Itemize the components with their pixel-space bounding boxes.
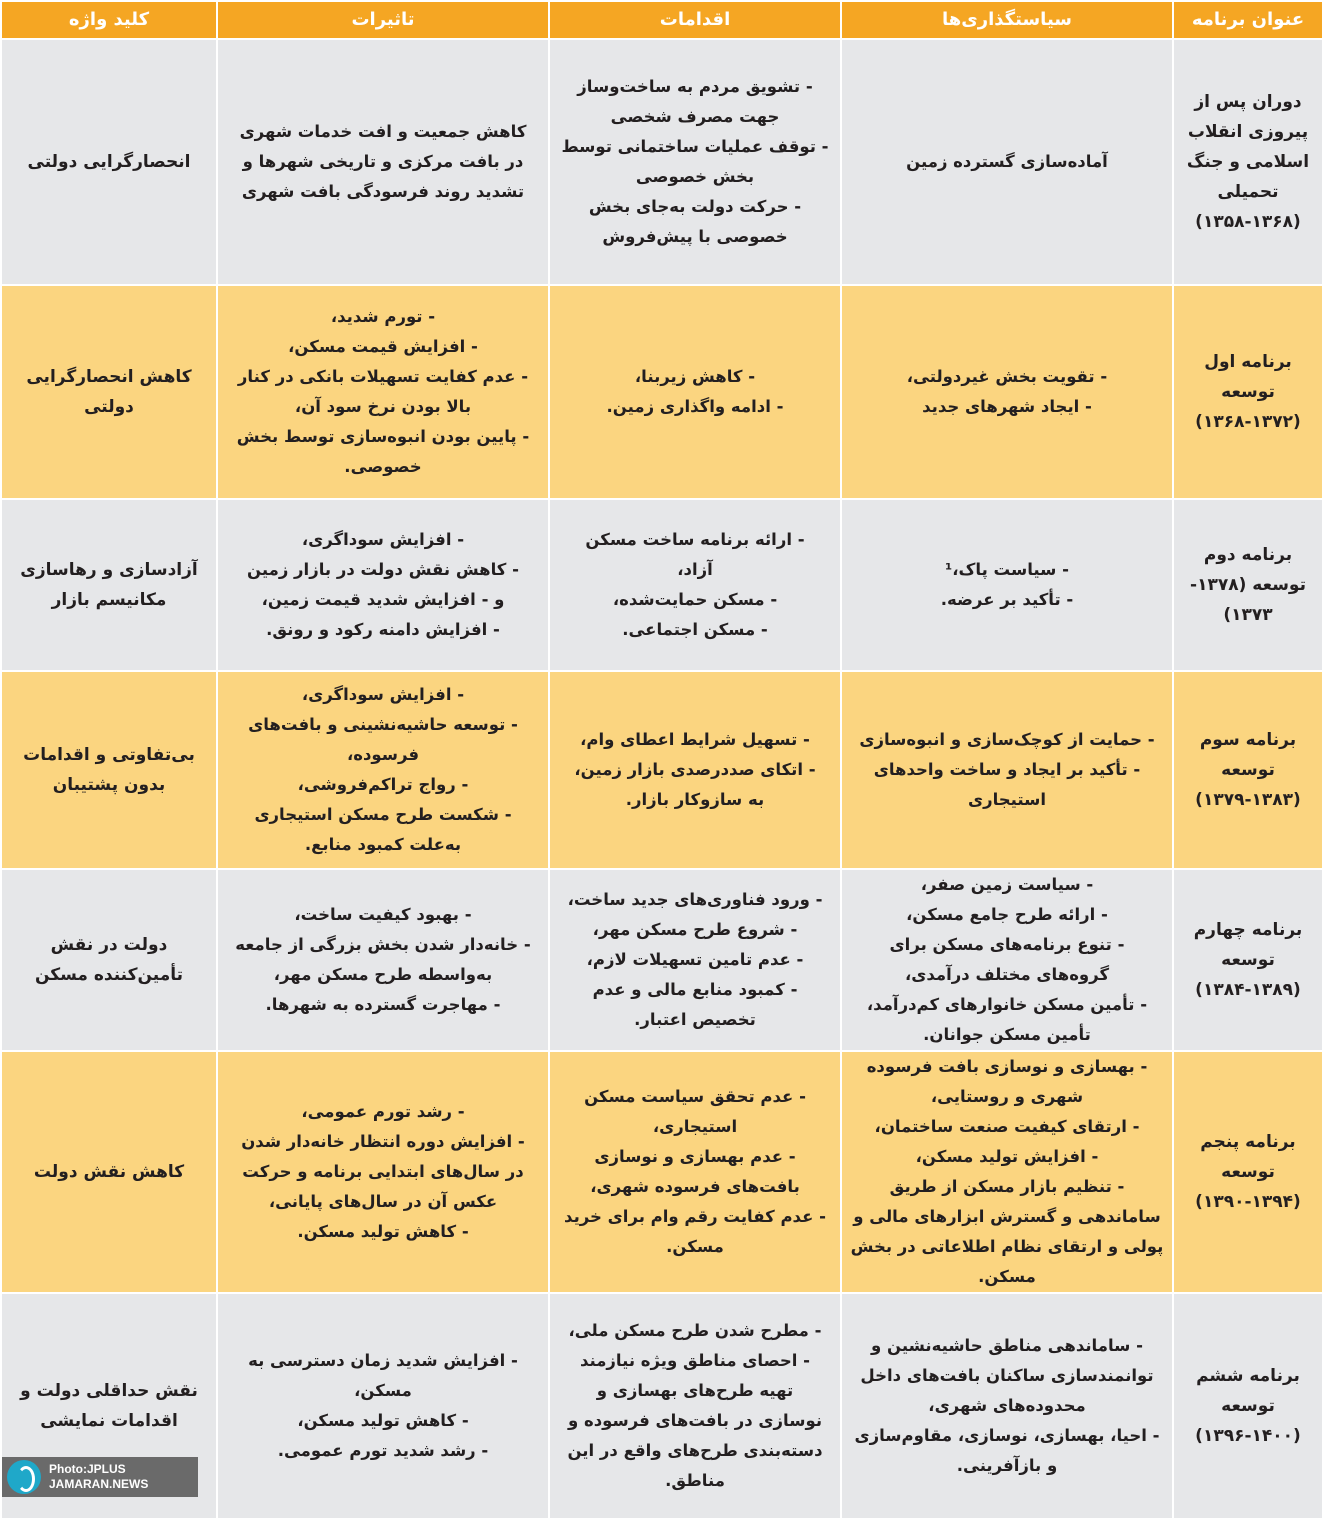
cell-line: - عدم بهسازی و نوسازی bbox=[594, 1147, 796, 1166]
cell-line: - رشد تورم عمومی، bbox=[301, 1102, 465, 1121]
cell-line: مناطق. bbox=[665, 1471, 725, 1490]
cell-line: - کاهش تولید مسکن، bbox=[297, 1411, 469, 1430]
policies-cell bbox=[841, 671, 1173, 869]
cell-line: - سیاست زمین صفر، bbox=[920, 875, 1094, 894]
cell-line: اسلامی و جنگ bbox=[1186, 152, 1310, 172]
cell-line: - ارتقای کیفیت صنعت ساختمان، bbox=[874, 1117, 1140, 1136]
cell-line: خصوصی. bbox=[344, 457, 422, 476]
cell-line: نوسازی در بافت‌های فرسوده و bbox=[567, 1411, 823, 1430]
cell-line: بدون پشتیبان bbox=[52, 775, 166, 795]
policies-cell bbox=[841, 499, 1173, 671]
table-row bbox=[1, 1051, 1322, 1293]
cell-line: آزادسازی و رهاسازی bbox=[20, 560, 198, 580]
cell-line: مسکن. bbox=[666, 1237, 724, 1256]
cell-line: - مطرح شدن طرح مسکن ملی، bbox=[568, 1321, 822, 1340]
cell-line: - ساماندهی مناطق حاشیه‌نشین و bbox=[871, 1336, 1143, 1355]
cell-line: توسعه bbox=[1221, 1396, 1275, 1416]
cell-line: محدوده‌های شهری، bbox=[928, 1396, 1086, 1415]
watermark-line2: JAMARAN.NEWS bbox=[49, 1477, 149, 1491]
table-row bbox=[1, 39, 1322, 285]
cell-line: - حرکت دولت به‌جای بخش bbox=[588, 197, 802, 216]
cell-line: به‌واسطه طرح مسکن مهر، bbox=[273, 965, 493, 984]
cell-line: - بهسازی و نوسازی بافت فرسوده bbox=[866, 1057, 1148, 1076]
program-title-cell bbox=[1173, 1051, 1322, 1293]
cell-line: - توقف عملیات ساختمانی توسط bbox=[561, 137, 829, 156]
cell-line: و بازآفرینی. bbox=[956, 1456, 1058, 1475]
cell-line: به سازوکار بازار. bbox=[625, 790, 765, 809]
cell-line: - تنظیم بازار مسکن از طریق bbox=[889, 1177, 1125, 1196]
cell-line: - سیاست پاک،¹ bbox=[945, 560, 1069, 579]
keyword-cell bbox=[1, 1051, 217, 1293]
cell-line: - ایجاد شهرهای جدید bbox=[922, 397, 1092, 416]
keyword-cell bbox=[1, 869, 217, 1051]
effects-cell bbox=[217, 285, 549, 499]
program-title-cell bbox=[1173, 285, 1322, 499]
cell-line: (۱۳۹۰-۱۳۹۴) bbox=[1195, 1192, 1301, 1212]
cell-line: توسعه bbox=[1221, 760, 1275, 780]
cell-line: پولی و ارتقای نظام اطلاعاتی در بخش bbox=[850, 1237, 1164, 1256]
table-row bbox=[1, 499, 1322, 671]
cell-line: (۱۳۹۶-۱۴۰۰) bbox=[1195, 1426, 1301, 1446]
header-row bbox=[1, 1, 1322, 39]
cell-line: بافت‌های فرسوده شهری، bbox=[590, 1177, 800, 1196]
cell-line: توانمندسازی ساکنان بافت‌های داخل bbox=[860, 1366, 1154, 1385]
cell-line: - تأمین مسکن خانوارهای کم‌درآمد، bbox=[866, 995, 1148, 1014]
effects-cell bbox=[217, 39, 549, 285]
cell-line: - کاهش نقش دولت در بازار زمین bbox=[247, 560, 519, 579]
cell-line: مسکن، bbox=[354, 1381, 412, 1400]
cell-line: توسعه bbox=[1221, 1162, 1275, 1182]
cell-line: شهری و روستایی، bbox=[930, 1087, 1084, 1106]
table-row bbox=[1, 285, 1322, 499]
actions-cell bbox=[549, 1293, 841, 1519]
keyword-cell bbox=[1, 499, 217, 671]
cell-line: دوران پس از bbox=[1194, 92, 1302, 112]
actions-cell bbox=[549, 499, 841, 671]
cell-line: - تورم شدید، bbox=[330, 307, 436, 326]
effects-cell bbox=[217, 1293, 549, 1519]
keyword-cell bbox=[1, 39, 217, 285]
cell-line: آماده‌سازی گسترده زمین bbox=[906, 152, 1108, 171]
policies-cell bbox=[841, 1293, 1173, 1519]
program-title-cell bbox=[1173, 869, 1322, 1051]
cell-line: - تشویق مردم به ساخت‌وساز bbox=[577, 77, 813, 96]
cell-line: جهت مصرف شخصی bbox=[610, 107, 780, 126]
cell-line: - رواج تراکم‌فروشی، bbox=[297, 775, 469, 794]
cell-line: - افزایش قیمت مسکن، bbox=[288, 337, 478, 356]
cell-line: - ارائه برنامه ساخت مسکن bbox=[585, 530, 805, 549]
cell-line: - تنوع برنامه‌های مسکن برای bbox=[889, 935, 1125, 954]
cell-line: - توسعه حاشیه‌نشینی و بافت‌های bbox=[248, 715, 518, 734]
cell-line: - عدم کفایت رقم وام برای خرید bbox=[564, 1207, 826, 1226]
policies-cell bbox=[841, 869, 1173, 1051]
policies-cell bbox=[841, 1051, 1173, 1293]
cell-line: - پایین بودن انبوه‌سازی توسط بخش bbox=[236, 427, 530, 446]
cell-line: - تأکید بر ایجاد و ساخت واحدهای bbox=[873, 760, 1141, 779]
cell-line: کاهش انحصارگرایی bbox=[26, 367, 192, 387]
header-keyword: کلید واژه bbox=[1, 1, 217, 39]
cell-line: ۱۳۷۳) bbox=[1223, 605, 1273, 625]
policies-cell bbox=[841, 285, 1173, 499]
cell-line: بالا بودن نرخ سود آن، bbox=[294, 397, 472, 416]
actions-cell bbox=[549, 1051, 841, 1293]
cell-line: نقش حداقلی دولت و bbox=[20, 1381, 198, 1401]
cell-line: - مسکن اجتماعی. bbox=[622, 620, 768, 639]
cell-line: - اتکای صددرصدی بازار زمین، bbox=[574, 760, 816, 779]
cell-line: آزاد، bbox=[677, 560, 713, 579]
cell-line: - خانه‌دار شدن بخش بزرگی از جامعه bbox=[235, 935, 531, 954]
cell-line: کاهش نقش دولت bbox=[33, 1162, 185, 1182]
cell-line: - عدم تامین تسهیلات لازم، bbox=[586, 950, 804, 969]
actions-cell bbox=[549, 285, 841, 499]
cell-line: در بافت مرکزی و تاریخی شهرها و bbox=[242, 152, 524, 171]
cell-line: توسعه bbox=[1221, 382, 1275, 402]
effects-cell bbox=[217, 869, 549, 1051]
program-title-cell bbox=[1173, 39, 1322, 285]
cell-line: تأمین مسکن جوانان. bbox=[923, 1025, 1091, 1044]
cell-line: تخصیص اعتبار. bbox=[634, 1010, 756, 1029]
cell-line: مکانیسم بازار bbox=[51, 590, 167, 610]
header-policies: سیاستگذاری‌ها bbox=[841, 1, 1173, 39]
cell-line: برنامه پنجم bbox=[1200, 1132, 1296, 1152]
cell-line: تأمین‌کننده مسکن bbox=[34, 965, 184, 985]
cell-line: عکس آن در سال‌های پایانی، bbox=[268, 1192, 498, 1211]
cell-line: - افزایش شدید زمان دسترسی به bbox=[248, 1351, 518, 1370]
header-effects: تاثیرات bbox=[217, 1, 549, 39]
cell-line: - مهاجرت گسترده به شهرها. bbox=[265, 995, 501, 1014]
table-row bbox=[1, 869, 1322, 1051]
table-body bbox=[1, 39, 1322, 1519]
cell-line: (۱۳۸۴-۱۳۸۹) bbox=[1195, 980, 1301, 1000]
actions-cell bbox=[549, 671, 841, 869]
cell-line: برنامه ششم bbox=[1196, 1366, 1300, 1386]
cell-line: پیروزی انقلاب bbox=[1187, 122, 1309, 142]
cell-line: - تأکید بر عرضه. bbox=[940, 590, 1074, 609]
cell-line: - شروع طرح مسکن مهر، bbox=[592, 920, 798, 939]
cell-line: تهیه طرح‌های بهسازی و bbox=[596, 1381, 794, 1400]
cell-line: - احیا، بهسازی، نوسازی، مقاوم‌سازی bbox=[854, 1426, 1160, 1445]
keyword-cell bbox=[1, 671, 217, 869]
cell-line: بی‌تفاوتی و اقدامات bbox=[23, 745, 195, 765]
cell-line: فرسوده، bbox=[346, 745, 420, 764]
cell-line: - مسکن حمایت‌شده، bbox=[612, 590, 778, 609]
cell-line: استیجاری، bbox=[652, 1117, 738, 1136]
actions-cell bbox=[549, 39, 841, 285]
cell-line: بخش خصوصی bbox=[635, 167, 755, 186]
cell-line: اقدامات نمایشی bbox=[40, 1411, 178, 1431]
effects-cell bbox=[217, 1051, 549, 1293]
cell-line: (۱۳۷۹-۱۳۸۳) bbox=[1195, 790, 1301, 810]
cell-line: توسعه bbox=[1221, 950, 1275, 970]
cell-line: - احصای مناطق ویژه نیازمند bbox=[579, 1351, 811, 1370]
header-actions: اقدامات bbox=[549, 1, 841, 39]
cell-line: - شکست طرح مسکن استیجاری bbox=[254, 805, 512, 824]
cell-line: برنامه دوم bbox=[1203, 545, 1293, 565]
cell-line: - عدم کفایت تسهیلات بانکی در کنار bbox=[237, 367, 529, 386]
cell-line: - افزایش دامنه رکود و رونق. bbox=[266, 620, 500, 639]
cell-line: مسکن. bbox=[978, 1267, 1036, 1286]
effects-cell bbox=[217, 499, 549, 671]
cell-line: و - افزایش شدید قیمت زمین، bbox=[261, 590, 505, 609]
cell-line: - عدم تحقق سیاست مسکن bbox=[584, 1087, 806, 1106]
cell-line: خصوصی با پیش‌فروش bbox=[602, 227, 788, 246]
cell-line: - ورود فناوری‌های جدید ساخت، bbox=[567, 890, 823, 909]
cell-line: - بهبود کیفیت ساخت، bbox=[294, 905, 472, 924]
cell-line: تحمیلی bbox=[1217, 182, 1279, 202]
program-title-cell bbox=[1173, 671, 1322, 869]
cell-line: دسته‌بندی طرح‌های واقع در این bbox=[567, 1441, 823, 1460]
cell-line: برنامه سوم bbox=[1199, 730, 1297, 750]
keyword-cell bbox=[1, 285, 217, 499]
cell-line: - کاهش تولید مسکن. bbox=[297, 1222, 469, 1241]
watermark-text bbox=[49, 1462, 148, 1492]
header-program-title: عنوان برنامه bbox=[1173, 1, 1322, 39]
cell-line: - تسهیل شرایط اعطای وام، bbox=[580, 730, 810, 749]
cell-line: - ارائه طرح جامع مسکن، bbox=[906, 905, 1108, 924]
cell-line: - حمایت از کوچک‌سازی و انبوه‌سازی bbox=[859, 730, 1155, 749]
cell-line: - ادامه واگذاری زمین. bbox=[606, 397, 784, 416]
jamaran-logo-icon bbox=[7, 1460, 41, 1494]
cell-line: در سال‌های ابتدایی برنامه و حرکت bbox=[242, 1162, 524, 1181]
cell-line: - افزایش سوداگری، bbox=[301, 685, 465, 704]
cell-line: - کمبود منابع مالی و عدم bbox=[592, 980, 798, 999]
cell-line: دولت در نقش bbox=[50, 935, 168, 955]
cell-line: به‌علت کمبود منابع. bbox=[304, 835, 462, 854]
cell-line: (۱۳۶۸-۱۳۷۲) bbox=[1195, 412, 1301, 432]
cell-line: گروه‌های مختلف درآمدی، bbox=[904, 965, 1110, 984]
cell-line: - رشد شدید تورم عمومی. bbox=[277, 1441, 489, 1460]
cell-line: - تقویت بخش غیردولتی، bbox=[906, 367, 1108, 386]
cell-line: کاهش جمعیت و افت خدمات شهری bbox=[239, 122, 527, 141]
program-title-cell bbox=[1173, 1293, 1322, 1519]
cell-line: تشدید روند فرسودگی بافت شهری bbox=[241, 182, 525, 201]
table-row bbox=[1, 1293, 1322, 1519]
photo-watermark bbox=[2, 1457, 198, 1497]
policies-cell bbox=[841, 39, 1173, 285]
cell-line: استیجاری bbox=[967, 790, 1047, 809]
watermark-line1: Photo:JPLUS bbox=[49, 1462, 126, 1476]
cell-line: - افزایش تولید مسکن، bbox=[915, 1147, 1099, 1166]
cell-line: دولتی bbox=[84, 397, 134, 417]
cell-line: برنامه چهارم bbox=[1193, 920, 1303, 940]
effects-cell bbox=[217, 671, 549, 869]
actions-cell bbox=[549, 869, 841, 1051]
cell-line: (۱۳۵۸-۱۳۶۸) bbox=[1195, 212, 1301, 232]
program-title-cell bbox=[1173, 499, 1322, 671]
cell-line: - افزایش دوره انتظار خانه‌دار شدن bbox=[241, 1132, 525, 1151]
table-row bbox=[1, 671, 1322, 869]
cell-line: انحصارگرایی دولتی bbox=[27, 152, 191, 172]
cell-line: - افزایش سوداگری، bbox=[301, 530, 465, 549]
cell-line: - کاهش زیربنا، bbox=[634, 367, 756, 386]
cell-line: برنامه اول bbox=[1204, 352, 1292, 372]
cell-line: توسعه (۱۳۷۸- bbox=[1190, 575, 1306, 595]
cell-line: ساماندهی و گسترش ابزارهای مالی و bbox=[853, 1207, 1161, 1226]
